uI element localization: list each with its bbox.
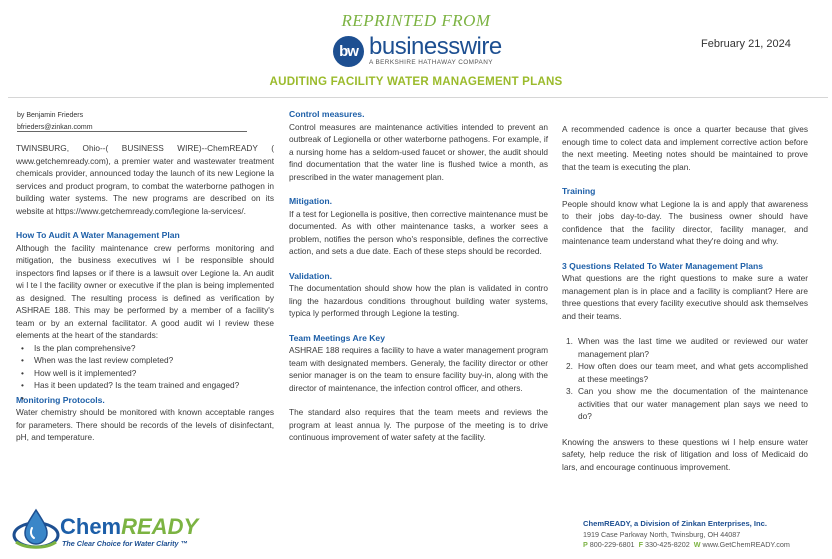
header-divider	[8, 97, 828, 98]
web-label: W	[693, 540, 701, 549]
list-item	[562, 335, 808, 360]
training-heading: Training	[562, 186, 596, 196]
businesswire-logo-name: businesswire	[369, 33, 502, 61]
list-item	[562, 385, 808, 423]
chemready-logo-icon	[12, 506, 60, 552]
businesswire-logo-mark: bw	[333, 36, 364, 67]
list-item: • Has it been updated? Is the team trained and engaged?	[16, 379, 274, 392]
businesswire-logo	[333, 34, 502, 68]
chemready-logo-ready: READY	[121, 514, 199, 539]
fax-label: F	[638, 540, 643, 549]
chemready-tagline: The Clear Choice for Water Clarity ™	[62, 539, 188, 548]
audit-heading: How To Audit A Water Management Plan	[16, 230, 180, 240]
question-number: 2.	[566, 361, 573, 371]
company-address: 1919 Case Parkway North, Twinsburg, OH 44087	[583, 529, 741, 539]
company-contact-block	[583, 519, 790, 551]
team-meetings-heading: Team Meetings Are Key	[289, 332, 385, 343]
byline-email[interactable]: bfrieders@zinkan.comm	[17, 124, 93, 131]
chemready-logo-wordmark	[60, 514, 198, 540]
phone-label: P	[583, 540, 588, 549]
questions-intro-paragraph: What questions are the right questions to make sure a water management plan is in place and a facility is compliant? Here are three questions that every facility executive should ask themselves and their teams.	[562, 273, 808, 321]
list-item	[562, 360, 808, 385]
training-paragraph: People should know what Legione la is and apply that awareness to their jobs day-to-day. The business owner should have confidence that the facility director, facility manager, and maintenance team understand what they're doing and why.	[562, 198, 808, 246]
question-number: 1.	[566, 336, 573, 346]
businesswire-logo-subtitle: A BERKSHIRE HATHAWAY COMPANY	[369, 59, 493, 67]
audit-paragraph: Although the facility maintenance crew performs monitoring and mitigation, the business executives wi l be responsible should inspectors find lapses or if there is a lawsuit over Legione la. An audit wi l te l the facility owner or executive if the plan is being implemented as designed. The resulting process is defined as verification by ASHRAE 188. This may be performed by a member of a facility's team or by an external facilitator. A good audit wi l review these elements at the heart of the standards:	[16, 242, 274, 340]
intro-paragraph: TWINSBURG, Ohio--( BUSINESS WIRE)--ChemREADY ( www.getchemready.com), a premier water and wastewater treatment chemicals provider, announced today the launch of its new Legione la services and product program, to combat the waterborne pathogen in building water systems. The new programs are described on its website at https://www.getchemready.com/legione la-services/.	[16, 143, 274, 216]
company-contact-line	[583, 540, 790, 551]
mitigation-heading: Mitigation.	[289, 196, 332, 206]
byline-divider	[17, 131, 247, 132]
chemready-logo-chem: Chem	[60, 514, 122, 539]
publication-date: February 21, 2024	[701, 38, 791, 50]
website-link[interactable]: www.GetChemREADY.com	[702, 540, 790, 549]
standard-paragraph: The standard also requires that the team meets and reviews the program at least annua ly. The purpose of the meeting is to drive continuous improvement of water safety at the facility.	[289, 407, 548, 442]
monitoring-paragraph: Water chemistry should be monitored with known acceptable ranges for parameters. There should be records of the levels of disinfectant, pH, and temperature.	[16, 407, 274, 442]
closing-paragraph: Knowing the answers to these questions wi l help ensure water safety, help reduce the risk of litigation and loss of Medicaid do lars, and encourage continuous improvement.	[562, 436, 808, 472]
list-item: • How well is it implemented?	[16, 367, 274, 380]
question-text: When was the last time we audited or reviewed our water management plan?	[578, 336, 808, 359]
question-text: How often does our team meet, and what gets accomplished at these meetings?	[578, 361, 808, 384]
team-meetings-paragraph: ASHRAE 188 requires a facility to have a water management program team with designated members. Generaly, the facility director or other senior manager is on the team to ensure facility buy-in, along with the director of maintenance, the infection control officer, and others.	[289, 345, 548, 393]
control-measures-paragraph: Control measures are maintenance activities intended to prevent an outbreak of Legionella or other waterborne pathogens. For example, if a nursing home has a seldom-used faucet or shower, the audit should find documentation that the water line is flushed twice a month, as prescribed in the water management plan.	[289, 121, 548, 182]
question-text: Can you show me the documentation of the maintenance activities that our water management plan says we need to do?	[578, 386, 808, 421]
questions-list	[562, 335, 808, 423]
list-item: • When was the last review completed?	[16, 354, 274, 367]
audit-checklist	[16, 342, 274, 392]
cadence-paragraph: A recommended cadence is once a quarter because that gives enough time to colect data and implement corrective action before the next meeting. Meeting notes should be maintained to prove that the team is executing the plan.	[562, 124, 808, 172]
article-column-2	[289, 108, 548, 444]
article-headline: AUDITING FACILITY WATER MANAGEMENT PLANS	[269, 75, 563, 88]
monitoring-heading: Monitoring Protocols.	[16, 394, 105, 405]
article-column-3	[562, 123, 808, 473]
phone-number[interactable]: 800-229-6801	[589, 540, 635, 549]
article-column-1	[16, 142, 274, 444]
byline-author: by Benjamin Frieders	[17, 112, 84, 119]
fax-number: 330-425-8202	[644, 540, 690, 549]
mitigation-paragraph: If a test for Legionella is positive, then corrective maintenance must be documented. As with other maintenance tasks, a worker sees a problem, notifies the person who's responsible, defines the corrective action, and sets a due date. Each of these steps should be recorded.	[289, 208, 548, 256]
validation-heading: Validation.	[289, 270, 332, 281]
validation-paragraph: The documentation should show how the plan is validated in contro ling the hazardous conditions throughout building water systems, typica ly performed through Legione la testing.	[289, 283, 548, 318]
reprinted-from-label: REPRINTED FROM	[341, 11, 491, 30]
questions-heading: 3 Questions Related To Water Management Plans	[562, 260, 764, 271]
company-name: ChemREADY, a Division of Zinkan Enterprises, Inc.	[583, 519, 767, 528]
list-item: • Is the plan comprehensive?	[16, 342, 274, 355]
control-measures-heading: Control measures.	[289, 109, 365, 119]
question-number: 3.	[566, 386, 573, 396]
